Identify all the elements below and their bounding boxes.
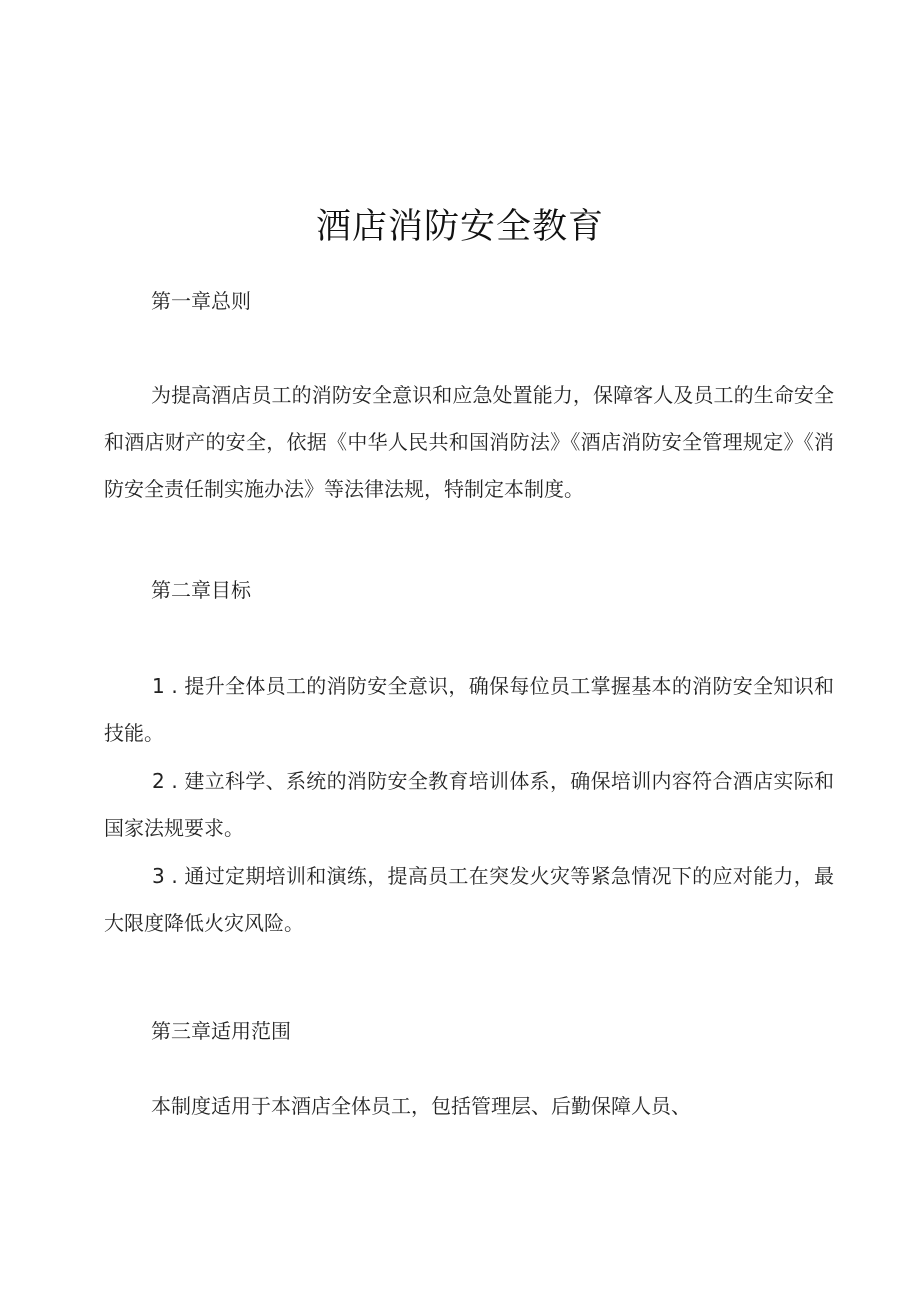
chapter-1-body: 为提高酒店员工的消防安全意识和应急处置能力，保障客人及员工的生命安全和酒店财产的安全，依据《中华人民共和国消防法》《酒店消防安全管理规定》《消防安全责任制实施办法》等法律法规，特制定本制度。 <box>104 383 834 501</box>
chapter-3-body: 本制度适用于本酒店全体员工，包括管理层、后勤保障人员、 <box>151 1094 691 1118</box>
chapter-2-item-2: 2 . 建立科学、系统的消防安全教育培训体系，确保培训内容符合酒店实际和国家法规要求。 <box>104 769 834 840</box>
document-title: 酒店消防安全教育 <box>315 207 604 248</box>
chapter-3-heading: 第三章适用范围 <box>151 1019 291 1043</box>
chapter-2-item-3: 3 . 通过定期培训和演练，提高员工在突发火灾等紧急情况下的应对能力，最大限度降低火灾风险。 <box>104 864 834 935</box>
chapter-2-item-1: 1 . 提升全体员工的消防安全意识，确保每位员工掌握基本的消防安全知识和技能。 <box>104 674 834 745</box>
chapter-1-heading: 第一章总则 <box>151 289 251 313</box>
chapter-2-heading: 第二章目标 <box>151 578 251 602</box>
